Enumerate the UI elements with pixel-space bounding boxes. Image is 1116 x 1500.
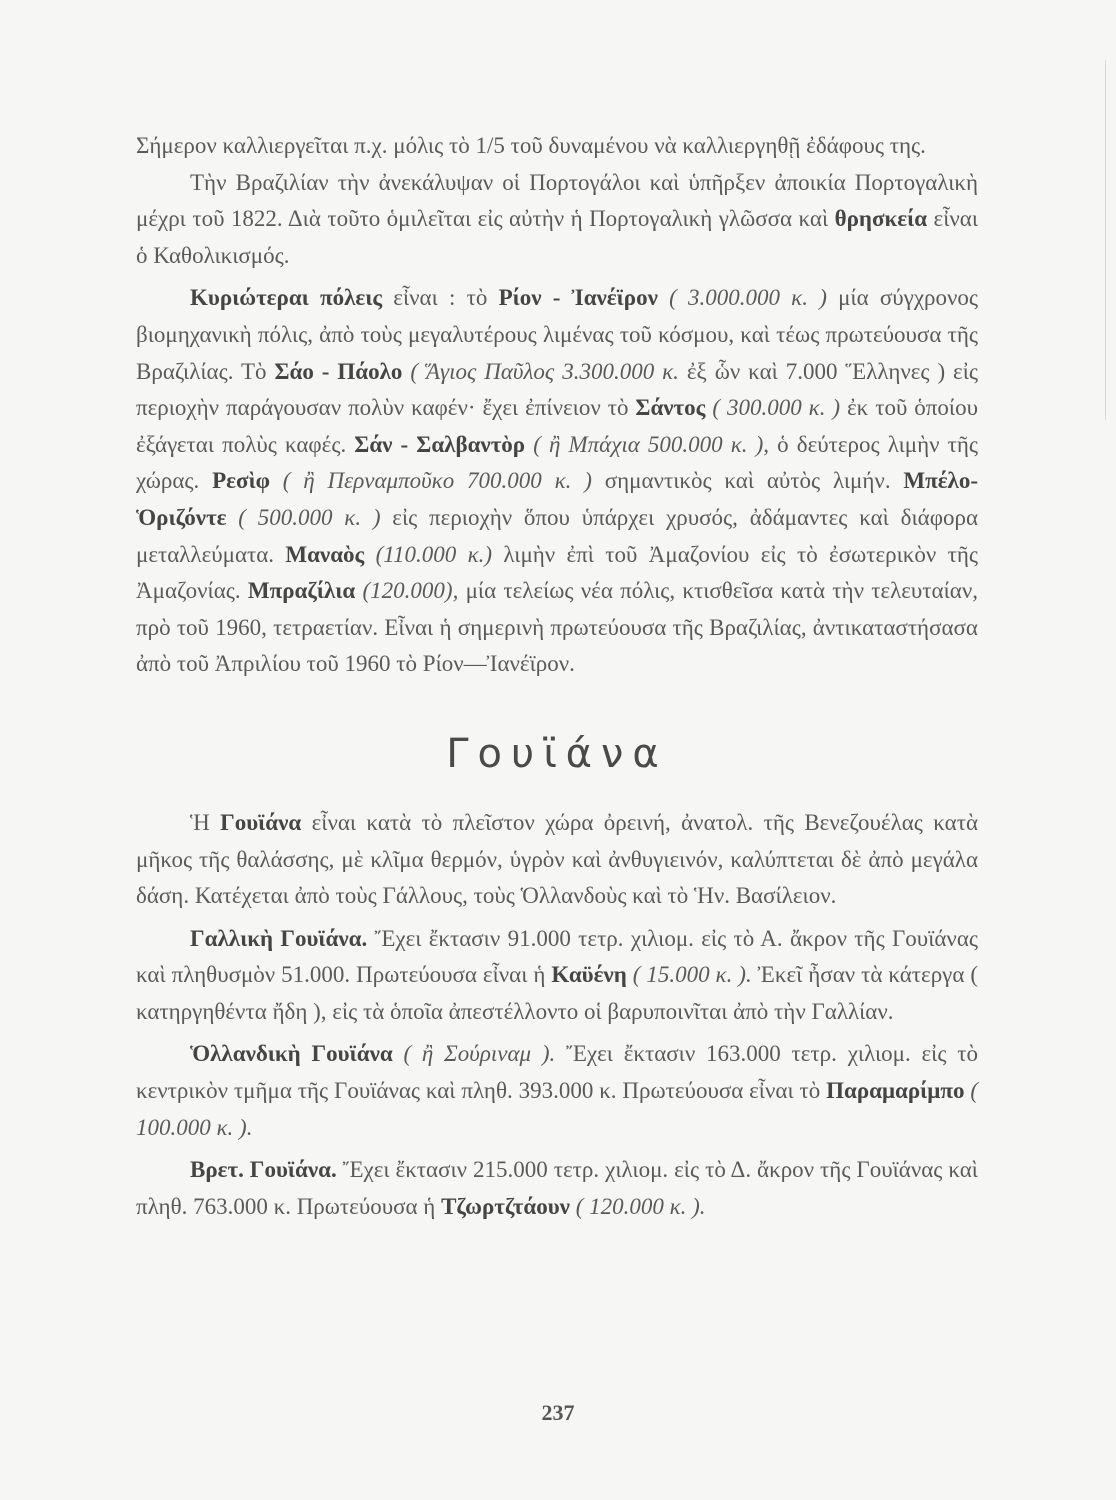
paragraph-cultivation: Σήμερον καλλιεργεῖται π.χ. μόλις τὸ 1/5 τοῦ δυναμένου νὰ καλλιεργηθῇ ἐδάφους της.	[136, 133, 926, 158]
section-heading-guiana: Γουϊάνα	[446, 730, 668, 777]
city-belo-horizonte: Μπέλο-Ὁριζόντε	[136, 468, 978, 530]
document-page	[136, 128, 978, 1225]
dutch-guiana-capital-pop: ( 100.000 κ. ).	[136, 1078, 978, 1140]
text-span: Ἡ	[190, 809, 221, 835]
religion-text: εἶναι ὁ Καθολικισμός.	[136, 206, 979, 268]
text-span: ἐκ τοῦ ὁποίου ἐξάγεται πολὺς καφές.	[136, 395, 978, 457]
text-span: Ἔχει ἔκτασιν 215.000 τετρ. χιλιομ. εἰς τὸ Δ. ἄκρον τῆς Γουϊάνας καὶ πληθ. 763.000 κ. Πρωτεύουσα ἡ	[136, 1157, 978, 1219]
city-santos: Σάντος	[635, 395, 706, 421]
text-span: Ἔχει ἔκτασιν 91.000 τετρ. χιλιομ. εἰς τὸ Α. ἄκρον τῆς Γουϊάνας καὶ πληθυσμὸν 51.000. Πρωτεύουσα εἶναι ἡ	[136, 925, 978, 988]
cities-lead: Κυριώτεραι πόλεις	[190, 285, 383, 311]
text-span: Ἔχει ἔκτασιν 163.000 τετρ. χιλιομ. εἰς τὸ κεντρικὸν τμῆμα τῆς Γουϊάνας καὶ πληθ. 393.000 κ. Πρωτεύουσα εἶναι τὸ	[136, 1041, 978, 1104]
religion-term: θρησκεία	[834, 206, 928, 232]
british-guiana-name: Βρετ. Γουϊάνα.	[190, 1157, 337, 1183]
city-sao-paulo-pop: ( Ἅγιος Παῦλος 3.300.000 κ.	[402, 358, 679, 384]
city-salvador: Σάν - Σαλβαντὸρ	[354, 431, 526, 457]
city-rio: Ρίον - Ἰανέϊρον	[498, 285, 658, 311]
city-manaus: Μαναὸς	[285, 541, 365, 567]
city-santos-pop: ( 300.000 κ. )	[705, 395, 841, 421]
city-brasilia: Μπραζίλια	[247, 578, 356, 604]
city-manaus-pop: (110.000 κ.)	[364, 541, 493, 567]
text-span: εἰς περιοχὴν ὅπου ὑπάρχει χρυσός, ἀδάμαντες καὶ διάφορα μεταλλεύματα.	[136, 504, 978, 567]
french-guiana-name: Γαλλικὴ Γουϊάνα.	[190, 925, 368, 951]
text-span: λιμὴν ἐπὶ τοῦ Ἀμαζονίου εἰς τὸ ἐσωτερικὸν τῆς Ἀμαζονίας.	[136, 541, 978, 604]
paragraph-guiana-intro	[136, 805, 978, 915]
paragraph-cities	[136, 280, 978, 683]
paragraph-discovery	[136, 165, 978, 275]
british-guiana-capital: Τζωρτζτάουν	[441, 1193, 570, 1219]
british-guiana-capital-pop: ( 120.000 κ. ).	[569, 1193, 706, 1219]
text-span: σημαντικὸς καὶ αὐτὸς λιμήν.	[591, 468, 904, 494]
dutch-guiana-alt-name: ( ἢ Σούριναμ ).	[392, 1041, 556, 1067]
city-salvador-pop: ( ἢ Μπάχια 500.000 κ. ),	[525, 431, 770, 457]
city-rio-pop: ( 3.000.000 κ. )	[657, 285, 827, 311]
text-span: εἶναι κατὰ τὸ πλεῖστον χώρα ὀρεινή, ἀνατολ. τῆς Βενεζουέλας κατὰ μῆκος τῆς θαλάσσης, μὲ κλῖμα θερμόν, ὑγρὸν καὶ ἀνθυγιεινόν, καλύπτεται δὲ ἀπὸ μεγάλα δάση. Κατέχεται ἀπὸ τοὺς Γάλλους, τοὺς Ὁλλανδοὺς καὶ τὸ Ἡν. Βασίλειον.	[136, 809, 978, 909]
text-span: Ἐκεῖ ἦσαν τὰ κάτεργα ( κατηργηθέντα ἤδη ), εἰς τὰ ὁποῖα ἀπεστέλλοντο οἱ βαρυποινῖται ἀπὸ τὴν Γαλλίαν.	[136, 962, 979, 1024]
city-belo-horizonte-pop: ( 500.000 κ. )	[226, 504, 381, 530]
page-number: 237	[541, 1400, 575, 1425]
discovery-text: Τὴν Βραζιλίαν τὴν ἀνεκάλυψαν οἱ Πορτογάλοι καὶ ὑπῆρξεν ἀποικία Πορτογαλικὴ μέχρι τοῦ 1822. Διὰ τοῦτο ὁμιλεῖται εἰς αὐτὴν ἡ Πορτογαλικὴ γλῶσσα καὶ	[136, 169, 978, 232]
text-span: ὁ δεύτερος λιμὴν τῆς χώρας.	[136, 431, 978, 494]
text-span: μία σύγχρονος βιομηχανικὴ πόλις, ἀπὸ τοὺς μεγαλυτέρους λιμένας τοῦ κόσμου, καὶ τέως πρωτεύουσα τῆς Βραζιλίας. Τὸ	[136, 285, 979, 384]
dutch-guiana-name: Ὁλλανδικὴ Γουϊάνα	[190, 1041, 393, 1067]
text-span: εἶναι : τὸ	[382, 285, 499, 311]
french-guiana-capital: Καϋένη	[551, 962, 627, 988]
city-recife-pop: ( ἢ Περναμποῦκο 700.000 κ. )	[269, 468, 592, 494]
city-recife: Ρεσὶφ	[212, 468, 270, 494]
city-sao-paulo: Σάο - Πάολο	[274, 358, 403, 384]
paragraph-british-guiana	[136, 1152, 978, 1225]
text-span: μία τελείως νέα πόλις, κτισθεῖσα κατὰ τὴν τελευταίαν, πρὸ τοῦ 1960, τετραετίαν. Εἶναι ἡ σημερινὴ πρωτεύουσα τῆς Βραζιλίας, ἀντικαταστήσασα ἀπὸ τοῦ Ἀπριλίου τοῦ 1960 τὸ Ρίον—Ἰανέϊρον.	[136, 578, 978, 677]
text-span: ἐξ ὧν καὶ 7.000 Ἕλληνες ) εἰς περιοχὴν παράγουσαν πολὺν καφέν· ἔχει ἐπίνειον τὸ	[136, 358, 978, 421]
french-guiana-capital-pop: ( 15.000 κ. ).	[626, 962, 752, 988]
paragraph-dutch-guiana	[136, 1036, 978, 1146]
paragraph-french-guiana	[136, 921, 978, 1031]
guiana-name: Γουϊάνα	[220, 809, 302, 835]
page-edge-shadow	[1105, 60, 1116, 420]
dutch-guiana-capital: Παραμαρίμπο	[826, 1078, 965, 1104]
city-brasilia-pop: (120.000),	[355, 578, 459, 604]
